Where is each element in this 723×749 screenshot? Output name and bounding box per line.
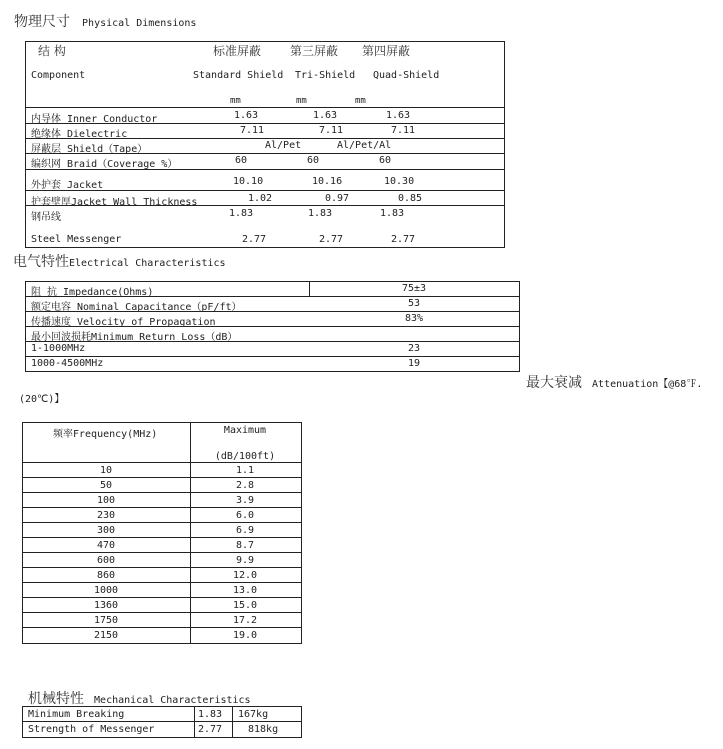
attenuation-title-en: Attenuation【@68℉.: [592, 379, 703, 390]
physical-row-label: 绝缘体 Dielectric: [31, 129, 128, 140]
attenuation-head-maximum: Maximum: [223, 425, 267, 436]
physical-cell: 1.83: [308, 208, 333, 219]
physical-cell: 10.10: [233, 176, 264, 187]
physical-cell: Al/Pet: [265, 140, 302, 151]
atten-freq: 600: [96, 555, 116, 566]
attenuation-head-frequency: 频率Frequency(MHz): [53, 429, 158, 440]
physical-cell: 7.11: [391, 125, 416, 136]
physical-cell: 0.97: [325, 193, 350, 204]
atten-max: 1.1: [235, 465, 255, 476]
physical-cell: 2.77: [242, 234, 267, 245]
physical-row-label: 屏蔽层 Shield（Tape）: [31, 144, 148, 155]
electrical-title: [13, 251, 226, 271]
physical-cell: 10.16: [312, 176, 343, 187]
physical-head-tri-en: Tri-Shield: [295, 70, 356, 81]
atten-freq: 230: [96, 510, 116, 521]
electrical-row-label: 最小回波损耗Minimum Return Loss（dB）: [31, 332, 238, 343]
physical-row-label: 内导体 Inner Conductor: [31, 114, 158, 125]
mechanical-title: [28, 688, 251, 708]
atten-max: 2.8: [235, 480, 255, 491]
atten-freq: 300: [96, 525, 116, 536]
atten-freq: 2150: [93, 630, 119, 641]
electrical-title-en: Electrical Characteristics: [69, 258, 226, 269]
physical-cell: 1.63: [386, 110, 411, 121]
unit-mm: mm: [296, 96, 307, 106]
atten-max: 6.0: [235, 510, 255, 521]
mechanical-row-label: Minimum Breaking: [28, 709, 125, 720]
atten-freq: 470: [96, 540, 116, 551]
atten-max: 13.0: [232, 585, 258, 596]
atten-freq: 1360: [93, 600, 119, 611]
atten-max: 9.9: [235, 555, 255, 566]
physical-row-label: 护套壁厚Jacket Wall Thickness: [31, 197, 198, 208]
physical-row-label: Steel Messenger: [31, 234, 122, 245]
atten-freq: 1750: [93, 615, 119, 626]
physical-head-standard-cn: 标准屏蔽: [213, 44, 262, 58]
physical-cell: 1.83: [380, 208, 405, 219]
atten-max: 17.2: [232, 615, 258, 626]
attenuation-head-unit: (dB/100ft): [214, 451, 276, 462]
physical-row-label: 外护套 Jacket: [31, 180, 104, 191]
physical-head-component-en: Component: [31, 70, 86, 81]
physical-head-tri-cn: 第三屏蔽: [290, 44, 339, 58]
physical-cell: 1.63: [313, 110, 338, 121]
electrical-row-label: 传播速度 Velocity of Propagation: [31, 317, 216, 328]
mechanical-cell: 1.83: [198, 709, 223, 720]
physical-cell: 10.30: [384, 176, 415, 187]
attenuation-title: [526, 372, 702, 392]
electrical-row-label: 额定电容 Nominal Capacitance（pF/ft）: [31, 302, 242, 313]
physical-head-standard-en: Standard Shield: [193, 70, 284, 81]
physical-head-quad-en: Quad-Shield: [373, 70, 440, 81]
physical-cell: 0.85: [398, 193, 423, 204]
electrical-row-label: 1-1000MHz: [31, 343, 86, 354]
physical-head-quad-cn: 第四屏蔽: [362, 44, 411, 58]
atten-max: 12.0: [232, 570, 258, 581]
mechanical-cell: 167kg: [238, 709, 269, 720]
physical-cell: 1.02: [248, 193, 273, 204]
unit-mm: mm: [355, 96, 366, 106]
mechanical-row-label: Strength of Messenger: [28, 724, 155, 735]
physical-cell: 7.11: [319, 125, 344, 136]
physical-cell: Al/Pet/Al: [337, 140, 392, 151]
mechanical-cell: 818kg: [248, 724, 279, 735]
electrical-row-label: 1000-4500MHz: [31, 358, 104, 369]
electrical-row-label: 阻 抗 Impedance(Ohms): [31, 287, 154, 298]
atten-max: 8.7: [235, 540, 255, 551]
electrical-row-value: 23: [407, 343, 421, 354]
electrical-row-value: 53: [407, 298, 421, 309]
atten-max: 19.0: [232, 630, 258, 641]
atten-freq: 1000: [93, 585, 119, 596]
atten-max: 3.9: [235, 495, 255, 506]
atten-freq: 860: [96, 570, 116, 581]
attenuation-title-cn: 最大衰减: [526, 375, 582, 391]
atten-max: 6.9: [235, 525, 255, 536]
electrical-row-value: 19: [407, 358, 421, 369]
physical-cell: 1.83: [229, 208, 254, 219]
electrical-title-cn: 电气特性: [13, 254, 69, 270]
physical-cell: 1.63: [234, 110, 259, 121]
electrical-row-value: 83%: [404, 313, 424, 324]
electrical-row-value: 75±3: [401, 283, 427, 294]
physical-title-cn: 物理尺寸: [14, 14, 70, 30]
physical-cell: 60: [235, 155, 248, 166]
atten-max: 15.0: [232, 600, 258, 611]
mechanical-title-cn: 机械特性: [28, 691, 84, 707]
atten-freq: 100: [96, 495, 116, 506]
physical-cell: 2.77: [391, 234, 416, 245]
physical-cell: 60: [307, 155, 320, 166]
unit-mm: mm: [230, 96, 241, 106]
physical-head-component-cn: 结 构: [38, 44, 66, 58]
physical-row-label: 编织网 Braid（Coverage %）: [31, 159, 178, 170]
physical-cell: 2.77: [319, 234, 344, 245]
atten-freq: 50: [99, 480, 113, 491]
physical-title-en: Physical Dimensions: [82, 18, 197, 29]
physical-row-label: 钢吊线: [31, 212, 61, 223]
attenuation-title-cont: (20℃)】: [19, 394, 65, 405]
physical-title: [14, 11, 196, 31]
atten-freq: 10: [99, 465, 113, 476]
physical-cell: 60: [379, 155, 392, 166]
mechanical-title-en: Mechanical Characteristics: [94, 695, 251, 706]
physical-cell: 7.11: [240, 125, 265, 136]
mechanical-cell: 2.77: [198, 724, 223, 735]
